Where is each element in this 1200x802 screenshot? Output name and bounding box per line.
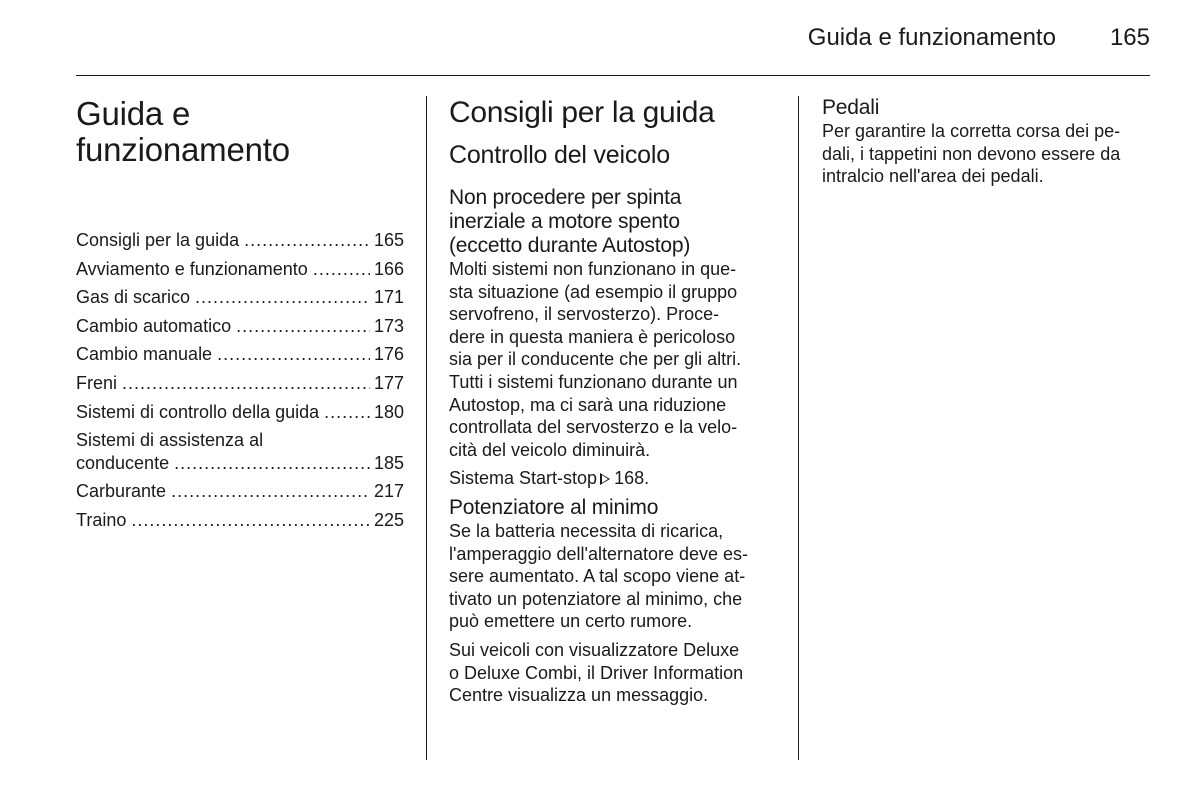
toc-item-gas[interactable]: [76, 283, 404, 312]
toc-leader: [171, 477, 370, 506]
text-line: o Deluxe Combi, il Driver Information: [449, 662, 744, 683]
toc-page: 165: [373, 230, 404, 250]
header-title: Guida e funzionamento: [807, 24, 1056, 51]
toc-item-traino[interactable]: [76, 506, 404, 535]
page-reference-arrow-icon: [600, 473, 610, 485]
section-title: Consigli per la guida: [449, 96, 715, 129]
topic-pedals-title: Pedali: [822, 96, 880, 119]
toc-page: 173: [373, 315, 404, 336]
cross-reference[interactable]: [449, 467, 781, 490]
text-line: Per garantire la corretta corsa dei pe-: [822, 121, 1121, 141]
toc-label: Freni: [76, 372, 118, 393]
toc-page: 217: [373, 481, 404, 502]
toc-leader: [174, 452, 370, 475]
toc-leader: [244, 226, 370, 255]
toc-label-line-2: conducente: [76, 452, 170, 473]
topic-coasting-text: [449, 258, 781, 461]
text-line: controllata del servosterzo e la velo-: [449, 417, 738, 438]
toc-leader: [324, 398, 370, 427]
text-line: sere aumentato. A tal scopo viene at-: [449, 566, 746, 587]
toc-leader: [217, 340, 370, 369]
toc-label: Consigli per la guida: [76, 230, 240, 250]
toc-page: 185: [373, 452, 404, 473]
toc-leader: [131, 506, 370, 535]
text-line: dere in questa maniera è pericoloso: [449, 326, 736, 347]
toc-page: 171: [373, 287, 404, 308]
toc-label: Avviamento e funzionamento: [76, 258, 308, 279]
topic-title-line-3: (eccetto durante Autostop): [449, 234, 691, 257]
toc-item-freni[interactable]: [76, 369, 404, 398]
text-line: Autostop, ma ci sarà una riduzione: [449, 394, 727, 415]
toc-item-cambio-manuale[interactable]: [76, 340, 404, 369]
column-pedals: [822, 90, 1152, 194]
toc-leader: [122, 369, 370, 398]
page-number: 165: [1109, 24, 1150, 51]
topic-idle-boost-text-1: [449, 520, 781, 633]
topic-title-line-2: inerziale a motore spento: [449, 210, 680, 233]
toc-page: 225: [373, 509, 404, 530]
header-rule: [76, 75, 1150, 76]
toc-leader: [195, 283, 370, 312]
toc-page: 180: [373, 401, 404, 422]
toc-page: 177: [373, 372, 404, 393]
toc-item-cambio-automatico[interactable]: [76, 312, 404, 341]
text-line: tivato un potenziatore al minimo, che: [449, 588, 743, 609]
text-line: Molti sistemi non funzionano in que-: [449, 259, 737, 279]
toc-item-consigli[interactable]: [76, 226, 404, 255]
subsection-title: Controllo del veicolo: [449, 141, 670, 169]
toc-label: Sistemi di controllo della guida: [76, 401, 320, 422]
text-line: intralcio nell'area dei pedali.: [822, 166, 1044, 187]
column-chapter-toc: [76, 90, 404, 551]
text-line: Se la batteria necessita di ricarica,: [449, 520, 724, 541]
toc-label: Cambio manuale: [76, 344, 213, 365]
text-line: può emettere un certo rumore.: [449, 611, 693, 632]
toc-label-line-1: Sistemi di assistenza al: [76, 430, 264, 451]
topic-pedals-text: [822, 120, 1152, 188]
text-line: sia per il conducente che per gli altri.: [449, 349, 742, 370]
toc-label: Cambio automatico: [76, 315, 232, 336]
toc-item-sistemi-controllo[interactable]: [76, 398, 404, 427]
text-line: l'amperaggio dell'alternatore deve es-: [449, 543, 749, 564]
text-line: Centre visualizza un messaggio.: [449, 685, 709, 706]
text-line: cità del veicolo diminuirà.: [449, 439, 651, 460]
running-header: [808, 24, 1150, 52]
text-line: Sui veicoli con visualizzatore Deluxe: [449, 639, 740, 660]
column-divider-1: [426, 96, 427, 760]
column-driving-tips: [449, 90, 781, 713]
topic-title-line-1: Non procedere per spinta: [449, 186, 682, 209]
toc-item-carburante[interactable]: [76, 477, 404, 506]
toc-label: Carburante: [76, 481, 167, 502]
toc-leader: [313, 255, 370, 284]
toc-item-sistemi-assistenza[interactable]: [76, 426, 404, 477]
chapter-title: [76, 96, 404, 168]
cross-reference-page: 168.: [614, 468, 650, 489]
topic-coasting-title: [449, 186, 781, 258]
text-line: sta situazione (ad esempio il gruppo: [449, 281, 738, 302]
chapter-title-line-1: Guida e: [76, 95, 191, 132]
toc-label: Gas di scarico: [76, 287, 191, 308]
toc-leader: [236, 312, 370, 341]
topic-idle-boost-text-2: [449, 639, 781, 707]
topic-idle-boost-title: Potenziatore al minimo: [449, 495, 659, 519]
toc-item-avviamento[interactable]: [76, 255, 404, 284]
toc-page: 176: [373, 344, 404, 365]
text-line: servofreno, il servosterzo). Proce-: [449, 304, 720, 325]
column-divider-2: [798, 96, 799, 760]
toc-label: Traino: [76, 509, 127, 530]
toc-page: 166: [373, 258, 404, 279]
text-line: Tutti i sistemi funzionano durante un: [449, 371, 738, 392]
text-line: dali, i tappetini non devono essere da: [822, 143, 1121, 164]
table-of-contents: [76, 226, 404, 535]
cross-reference-text: Sistema Start-stop: [449, 468, 598, 489]
chapter-title-line-2: funzionamento: [76, 131, 290, 168]
